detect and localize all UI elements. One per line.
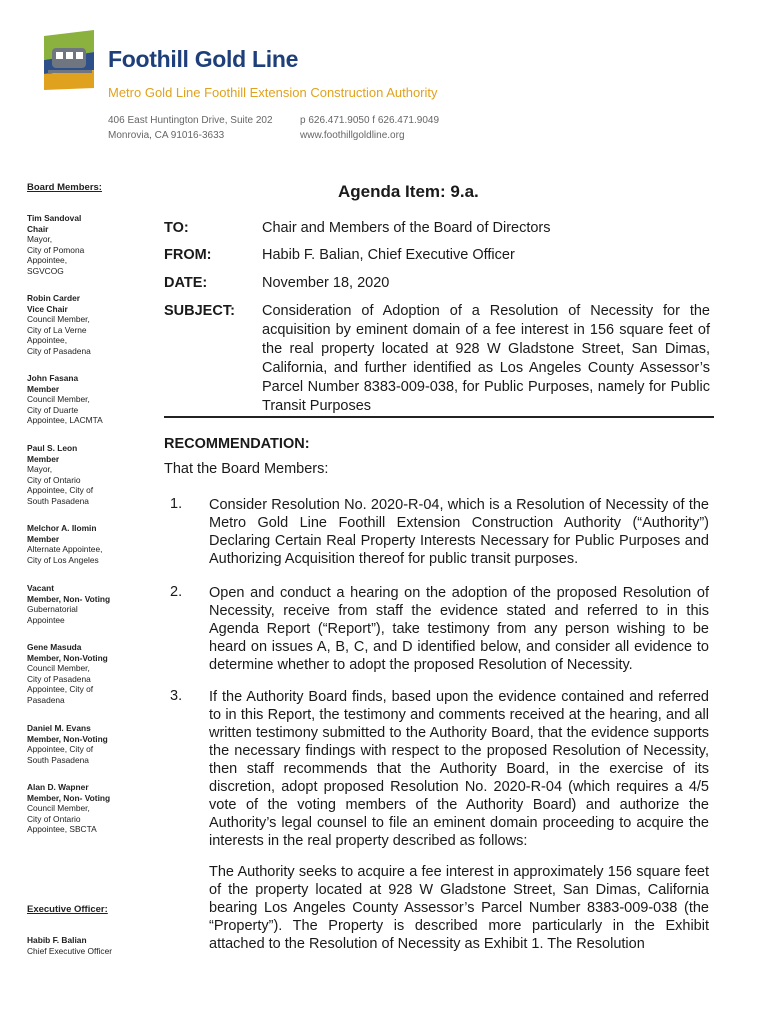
member-detail: Council Member,	[27, 663, 90, 673]
member-role: Member	[27, 533, 60, 544]
subject-value: Consideration of Adoption of a Resolution of Necessity for the acquisition by eminent domain of a fee interest in 156 square feet of the real property located at 928 W Gladstone Street, San Dimas, California, and further identified as Los Angeles County Assessor’s Parcel Number 8383-009-038, for Public Purposes, namely for Public Transit Purposes	[262, 303, 710, 414]
member-detail: City of Pasadena	[27, 345, 91, 356]
member-name: Gene Masuda	[27, 642, 82, 652]
item-number: 2.	[170, 584, 183, 600]
recommendation-intro: That the Board Members:	[164, 461, 329, 477]
organization-name: Foothill Gold Line	[108, 46, 299, 72]
recommendation-heading: RECOMMENDATION:	[164, 436, 310, 452]
member-role: Member, Non-Voting	[27, 733, 108, 744]
member-detail: City of La Verne	[27, 324, 87, 335]
member-detail: City of Duarte	[27, 404, 79, 415]
member-detail: Appointee, City of	[27, 485, 94, 495]
item-number: 1.	[170, 496, 183, 512]
board-member	[27, 723, 145, 765]
subject-label: SUBJECT:	[164, 303, 235, 319]
section-divider	[164, 416, 714, 418]
board-member	[27, 642, 145, 705]
board-member	[27, 373, 145, 426]
member-role: Member	[27, 383, 60, 394]
member-detail: Alternate Appointee,	[27, 544, 103, 554]
member-name: Vacant	[27, 583, 55, 593]
date-value: November 18, 2020	[262, 275, 390, 291]
website-link[interactable]: www.foothillgoldline.org	[300, 130, 405, 141]
board-member	[27, 293, 145, 356]
member-role: Vice Chair	[27, 303, 68, 314]
foothill-gold-line-logo-icon	[38, 30, 100, 90]
contact-info	[300, 113, 439, 143]
member-detail: Pasadena	[27, 694, 65, 705]
member-detail: Council Member,	[27, 394, 90, 404]
member-detail: Gubernatorial	[27, 604, 78, 614]
board-member	[27, 443, 145, 506]
address-line-2: Monrovia, CA 91016-3633	[108, 130, 225, 141]
mailing-address	[108, 113, 273, 143]
from-label: FROM:	[164, 247, 212, 263]
to-value: Chair and Members of the Board of Directors	[262, 220, 551, 236]
member-detail: City of Pasadena	[27, 673, 91, 684]
recommendation-item: If the Authority Board finds, based upon the evidence contained and referred to in this Report, the testimony and comments received at the hearing, and all written testimony submitted to the Authority Board, that the evidence supports the necessary findings with respect to the proposed Resolution of Necessity, then staff recommends that the Authority Board, in the exercise of its discretion, adopt proposed Resolution No. 2020-R-04 (which requires a 4/5 vote of the voting members of the Authority Board) and authorize the Authority’s legal counsel to file an eminent domain proceeding to acquire the interests in the real property described as follows:	[209, 689, 709, 849]
board-member	[27, 523, 145, 565]
member-role: Chair	[27, 223, 49, 234]
date-label: DATE:	[164, 275, 208, 291]
member-detail: City of Pomona	[27, 244, 85, 255]
member-role: Member, Non-Voting	[27, 652, 108, 663]
exec-name: Habib F. Balian	[27, 935, 87, 945]
board-member	[27, 213, 145, 276]
phone-fax: p 626.471.9050 f 626.471.9049	[300, 115, 440, 126]
executive-officer	[27, 935, 145, 956]
executive-officer-heading: Executive Officer:	[27, 904, 108, 915]
board-members-heading: Board Members:	[27, 182, 102, 193]
member-detail: Appointee, LACMTA	[27, 415, 103, 425]
member-name: Paul S. Leon	[27, 443, 78, 453]
member-name: Alan D. Wapner	[27, 782, 89, 792]
member-detail: City of Los Angeles	[27, 554, 99, 565]
member-name: Melchor A. Ilomin	[27, 523, 97, 533]
member-detail: City of Ontario	[27, 813, 81, 824]
member-role: Member, Non- Voting	[27, 792, 111, 803]
item-number: 3.	[170, 688, 183, 704]
member-detail: City of Ontario	[27, 474, 81, 485]
agenda-item-title: Agenda Item: 9.a.	[338, 182, 479, 201]
board-member	[27, 583, 145, 625]
member-detail: Appointee, City of	[27, 744, 94, 754]
member-detail: Appointee,	[27, 255, 68, 265]
member-detail: Council Member,	[27, 314, 90, 324]
member-detail: Council Member,	[27, 803, 90, 813]
member-detail: Appointee	[27, 614, 65, 625]
address-line-1: 406 East Huntington Drive, Suite 202	[108, 115, 273, 126]
member-detail: Appointee,	[27, 335, 68, 345]
to-label: TO:	[164, 220, 189, 236]
member-detail: Mayor,	[27, 234, 53, 244]
member-role: Member, Non- Voting	[27, 593, 111, 604]
member-name: Tim Sandoval	[27, 213, 82, 223]
member-name: John Fasana	[27, 373, 79, 383]
member-detail: Appointee, City of	[27, 684, 94, 694]
board-member	[27, 782, 145, 835]
member-detail: South Pasadena	[27, 754, 89, 765]
board-members-sidebar	[27, 182, 145, 956]
member-name: Robin Carder	[27, 293, 81, 303]
organization-subtitle: Metro Gold Line Foothill Extension Construction Authority	[108, 85, 438, 100]
recommendation-item: Consider Resolution No. 2020-R-04, which is a Resolution of Necessity of the Metro Gold Line Foothill Extension Construction Authority (“Authority”) Declaring Certain Real Property Interests Necessary for Public Purposes and Authorizing Acquisition thereof for public transit purposes.	[209, 497, 709, 567]
property-description-paragraph: The Authority seeks to acquire a fee interest in approximately 156 square feet of the property located at 928 W Gladstone Street, San Dimas, California bearing Los Angeles County Assessor’s Parcel Number 8383-009-038 (the “Property”). The Property is described more particularly in the Exhibit attached to the Resolution of Necessity as Exhibit 1. The Resolution	[209, 864, 709, 952]
from-value: Habib F. Balian, Chief Executive Officer	[262, 247, 515, 263]
member-role: Member	[27, 453, 60, 464]
member-detail: SGVCOG	[27, 265, 64, 276]
recommendation-item: Open and conduct a hearing on the adoption of the proposed Resolution of Necessity, receive from staff the evidence stated and referred to in this Agenda Report (“Report”), take testimony from any person wishing to be heard on issues A, B, C, and D identified below, and consider all evidence to determine whether to adopt the proposed Resolution of Necessity.	[209, 585, 709, 673]
exec-title: Chief Executive Officer	[27, 945, 113, 956]
member-detail: South Pasadena	[27, 495, 89, 506]
member-detail: Mayor,	[27, 464, 53, 474]
member-detail: Appointee, SBCTA	[27, 824, 97, 834]
member-name: Daniel M. Evans	[27, 723, 91, 733]
